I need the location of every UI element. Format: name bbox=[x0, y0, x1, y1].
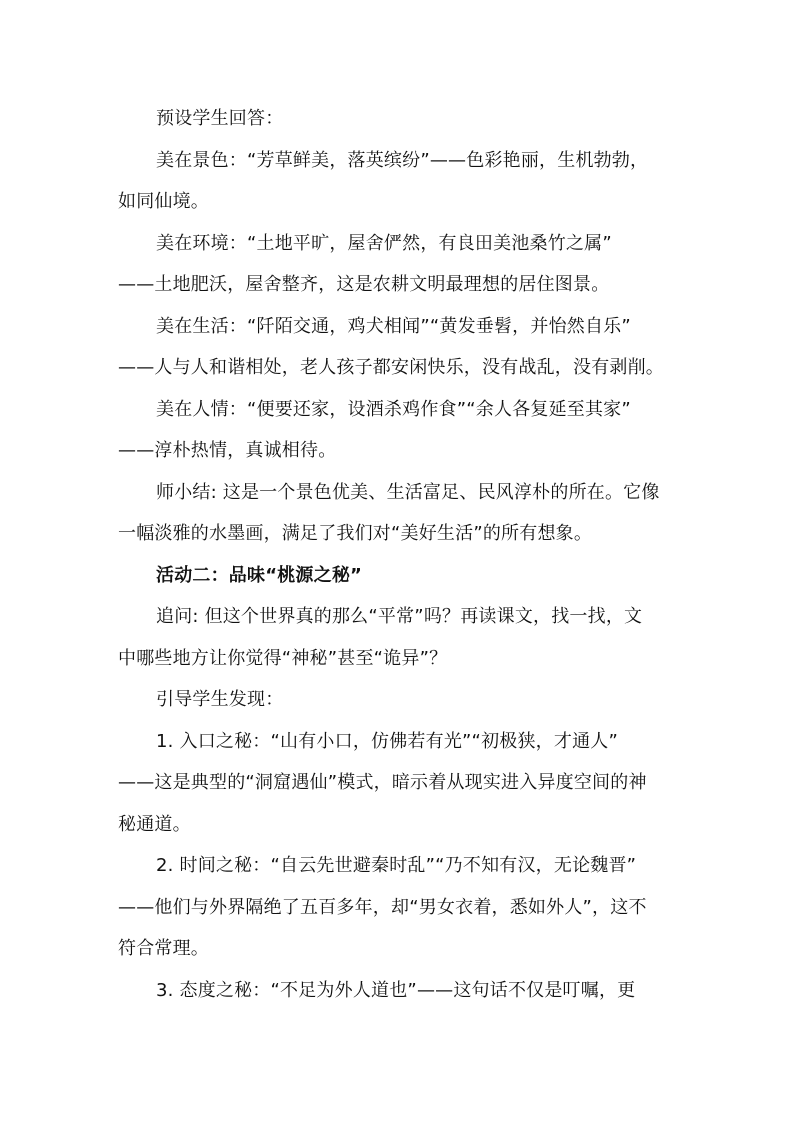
text-line: 2. 时间之秘：“自云先世避秦时乱”“乃不知有汉，无论魏晋” bbox=[156, 855, 637, 876]
text-line: 美在生活：“阡陌交通，鸡犬相闻”“黄发垂髫，并怡然自乐” bbox=[156, 315, 631, 337]
text-line: 引导学生发现： bbox=[156, 689, 284, 710]
text-line: ——土地肥沃，屋舍整齐，这是农耕文明最理想的居住图景。 bbox=[118, 274, 610, 295]
text-line: 3. 态度之秘：“不足为外人道也”——这句话不仅是叮嘱，更 bbox=[156, 979, 636, 1001]
text-line: 秘通道。 bbox=[118, 813, 191, 835]
text-line: ——他们与外界隔绝了五百多年，却“男女衣着，悉如外人”，这不 bbox=[118, 896, 647, 918]
section-heading: 活动二：品味“桃源之秘” bbox=[156, 564, 363, 586]
text-line: ——淳朴热情，真诚相待。 bbox=[118, 440, 337, 461]
text-line: 如同仙境。 bbox=[118, 191, 209, 212]
text-line: 符合常理。 bbox=[118, 938, 209, 959]
text-line: ——这是典型的“洞窟遇仙”模式，暗示着从现实进入异度空间的神 bbox=[118, 772, 647, 793]
text-line: 追问: 但这个世界真的那么“平常”吗？再读课文，找一找，文 bbox=[156, 606, 643, 627]
text-line: 预设学生回答： bbox=[156, 108, 284, 129]
text-line: 美在景色：“芳草鲜美，落英缤纷”——色彩艳丽，生机勃勃， bbox=[156, 149, 649, 171]
text-line: ——人与人和谐相处，老人孩子都安闲快乐，没有战乱，没有剥削。 bbox=[118, 357, 664, 378]
text-line: 美在环境：“土地平旷，屋舍俨然，有良田美池桑竹之属” bbox=[156, 232, 612, 254]
text-line: 1. 入口之秘：“山有小口，仿佛若有光”“初极狭，才通人” bbox=[156, 730, 618, 752]
text-line: 一幅淡雅的水墨画，满足了我们对“美好生活”的所有想象。 bbox=[118, 523, 593, 544]
text-line: 美在人情：“便要还家，设酒杀鸡作食”“余人各复延至其家” bbox=[156, 398, 631, 420]
text-line: 师小结: 这是一个景色优美、生活富足、民风淳朴的所在。它像 bbox=[156, 481, 660, 503]
text-line: 中哪些地方让你觉得“神秘”甚至“诡异”？ bbox=[118, 647, 448, 669]
document-body bbox=[118, 98, 678, 1011]
